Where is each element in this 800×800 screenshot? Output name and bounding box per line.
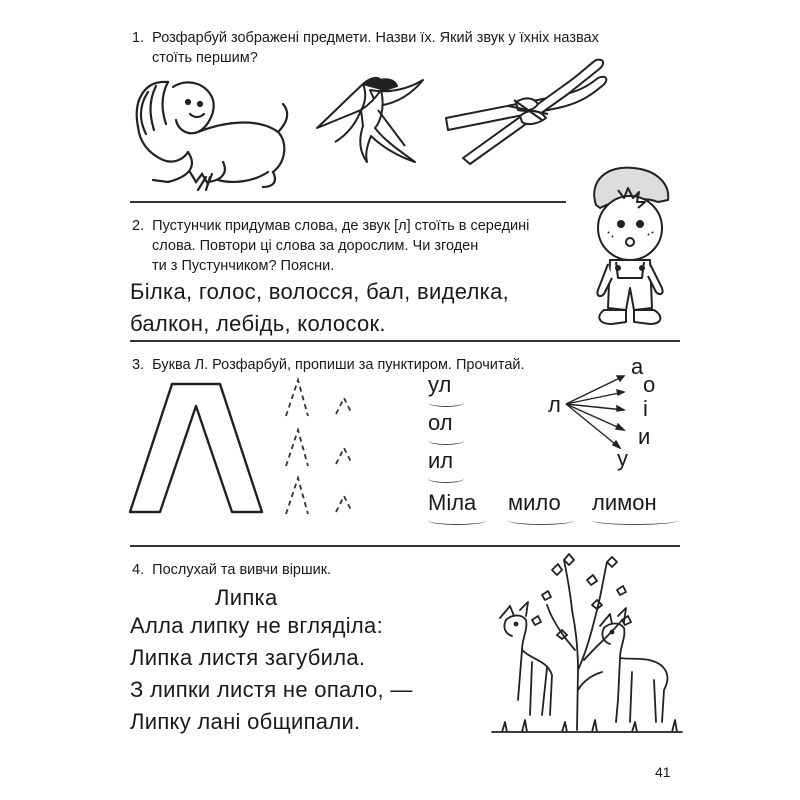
task4-instruction [132,560,331,580]
word-arc [592,516,678,525]
separator-3 [130,545,680,547]
skis-icon [438,56,613,166]
word-lymon: лимон [592,490,657,515]
word-arc [508,516,574,525]
syllable-il: ил [428,448,454,473]
task2-words-line2: балкон, лебідь, колосок. [130,311,386,336]
word-arc [428,516,486,525]
vowel-i-dotted: і [643,396,648,421]
word-mylo: мило [508,490,561,515]
vowel-y: и [638,424,651,449]
poem-line: Липку лані общипали. [130,709,361,734]
deer-and-linden-tree-icon [492,550,682,740]
syllable-arc [428,436,464,445]
vowel-u: у [617,446,628,471]
poem-line: Липка листя загубила. [130,645,366,670]
task2-instruction [132,216,582,276]
task2-words [130,276,509,340]
task2-text-line2: слова. Повтори ці слова за дорослим. Чи згоден [152,238,479,254]
task3-text: Буква Л. Розфарбуй, пропиши за пунктиром. Прочитай. [152,357,525,373]
letter-l-outline [128,380,268,520]
lion-icon [128,72,293,192]
task2-text-line1: Пустунчик придумав слова, де звук [л] стоїть в середині [152,218,530,234]
word-mila: Міла [428,490,477,515]
page-number: 41 [655,764,671,780]
task1-number: 1. [132,30,145,46]
syllable-ul: ул [428,372,452,397]
vowel-a: а [631,354,644,379]
task4-number: 4. [132,562,145,578]
task2-number: 2. [132,218,145,234]
boy-character-icon [578,160,678,330]
task3-number: 3. [132,357,145,373]
poem-line: Алла липку не вгляділа: [130,613,384,638]
poem-line: З липки листя не опало, — [130,677,413,702]
syllable-ol: ол [428,410,453,435]
syllable-arc [428,474,464,483]
task2-words-line1: Білка, голос, волосся, бал, виделка, [130,279,510,304]
task4-text: Послухай та вивчи віршик. [152,562,332,578]
task1-text-line1: Розфарбуй зображені предмети. Назви їх. Який звук у їхніх назвах [152,30,599,46]
task2-text-line3: ти з Пустунчиком? Поясни. [152,258,335,274]
vowel-o: о [643,372,656,397]
poem-title: Липка [215,585,278,610]
fan-letter: л [548,392,561,417]
syllable-arc [428,398,464,407]
swallow-icon [315,66,425,166]
poem [130,610,413,738]
separator-1 [130,201,566,203]
separator-2 [130,340,680,342]
dashed-letters-tracing [282,378,362,518]
task1-text-line2: стоїть першим? [152,50,258,66]
task3-instruction [132,355,525,375]
